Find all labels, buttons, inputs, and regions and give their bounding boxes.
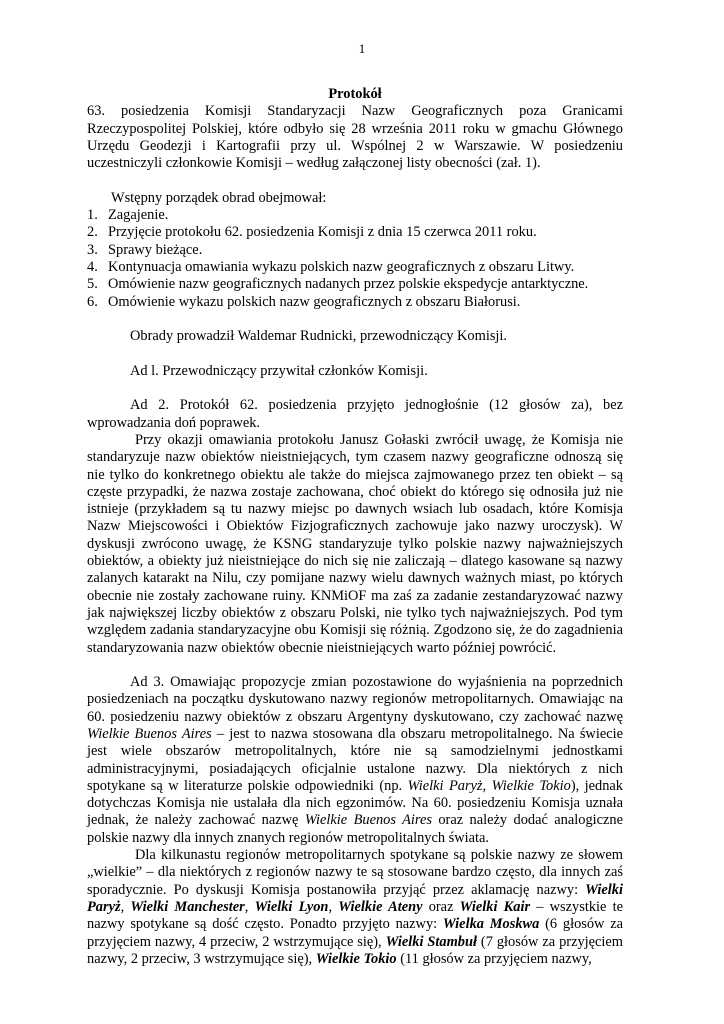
ad3-paragraph: Ad 3. Omawiając propozycje zmian pozostawione do wyjaśnienia na poprzednich posiedzeniach na początku dyskutowano nazwy regionów metropolitarnych. Omawiając na 60. posiedzeniu nazwy obiektów z obszaru Argentyny dyskutowano, czy zachować nazwę Wielkie Buenos Aires – jest to nazwa stosowana dla obszaru metropolitalnego. Na świecie jest wiele obszarów metropolitalnych, które nie są samodzielnymi jednostkami administracyjnymi, posiadających oficjalnie ustalone nazwy. Dla niektórych z nich spotykane są w literaturze polskie odpowiedniki (np. Wielki Paryż, Wielkie Tokio), jednak dotychczas Komisja nie ustalała dla nich egzonimów. Na 60. posiedzeniu Komisja uznała jednak, że należy zachować nazwę Wielkie Buenos Aires oraz należy dodać analogiczne polskie nazwy dla innych znanych regionów metropolitalnych świata.: [87, 674, 623, 846]
agenda-item-text: Zagajenie.: [108, 207, 169, 224]
agenda-item: [87, 294, 623, 311]
region-name: Wielki Paryż: [407, 777, 483, 794]
adopted-name: Wielki Manchester: [130, 898, 245, 915]
intro-paragraph: 63. posiedzenia Komisji Standaryzacji Nazw Geograficznych poza Granicami Rzeczypospolitej Polskiej, które odbyło się 28 września 2011 roku w gmachu Głównego Urzędu Geodezji i Kartografii przy ul. Wspólnej 2 w Warszawie. W posiedzeniu uczestniczyli członkowie Komisji – według załączonej listy obecności (zał. 1).: [87, 103, 623, 172]
agenda-item: [87, 242, 623, 259]
region-name: Wielkie Tokio: [491, 777, 571, 794]
agenda-item-number: 6.: [87, 293, 98, 310]
agenda-item-text: Omówienie nazw geograficznych nadanych przez polskie ekspedycje antarktyczne.: [108, 276, 589, 293]
adopted-name: Wielkie Tokio: [315, 950, 397, 967]
document-body: [87, 86, 623, 968]
ad3-decision-paragraph: Dla kilkunastu regionów metropolitarnych spotykane są polskie nazwy ze słowem „wielkie” – dla niektórych z regionów nazwy te są stosowane bardzo często, dla innych zaś sporadycznie. Po dyskusji Komisja postanowiła przyjąć przez aklamację nazwy: Wielki Paryż, Wielki Manchester, Wielki Lyon, Wielkie Ateny oraz Wielki Kair – wszystkie te nazwy spotykane są dość często. Ponadto przyjęto nazwy: Wielka Moskwa (6 głosów za przyjęciem nazwy, 4 przeciw, 2 wstrzymujące się), Wielki Stambuł (7 głosów za przyjęciem nazwy, 2 przeciw, 3 wstrzymujące się), Wielkie Tokio (11 głosów za przyjęciem nazwy,: [87, 847, 624, 967]
chair-paragraph: Obrady prowadził Waldemar Rudnicki, przewodniczący Komisji.: [130, 328, 508, 345]
page-number: 1: [358, 41, 366, 56]
agenda-item-number: 2.: [87, 224, 98, 241]
agenda-item: [87, 259, 623, 276]
agenda-item-number: 3.: [87, 241, 98, 258]
agenda-intro: Wstępny porządek obrad obejmował:: [111, 189, 327, 206]
adopted-name: Wielki Kair: [459, 898, 531, 915]
ad2-discussion-paragraph: Przy okazji omawiania protokołu Janusz Gołaski zwrócił uwagę, że Komisja nie standaryzuje nazw obiektów nieistniejących, tym czasem nazwy geograficzne odnoszą się nie tylko do konkretnego obiektu ale także do miejsca zajmowanego przez ten obiekt – są częste przypadki, że nazwa zostaje zachowana, choć obiekt do którego się odnosiła już nie istnieje (przykładem są tu nazwy miejsc po dawnych wsiach lub osadach, które Komisja Nazw Miejscowości i Obiektów Fizjograficznych zachowuje jako nazwy uroczysk). W dyskusji zwrócono uwagę, że KSNG standaryzuje tylko polskie nazwy najważniejszych obiektów, a obiekty już nieistniejące do nich się nie zaliczają – dlatego kasowane są nazwy zalanych katarakt na Nilu, czy pomijane nazwy wielu dawnych ważnych miast, po których obecnie nie zostały zachowane ruiny. KNMiOF ma zaś za zadanie zestandaryzować nazwy jak największej liczby obiektów z obszaru Polski, nie tylko tych najważniejszych. Pod tym względem zadania standaryzacyjne obu Komisji się różnią. Zgodzono się, że do zagadnienia standaryzowania nazw obiektów obecnie nieistniejących warto później powrócić.: [87, 431, 623, 656]
agenda-item-text: Przyjęcie protokołu 62. posiedzenia Komisji z dnia 15 czerwca 2011 roku.: [108, 224, 537, 241]
agenda-item-number: 5.: [87, 276, 98, 293]
adopted-name: Wielki Paryż: [87, 881, 623, 915]
ad1-paragraph: Ad l. Przewodniczący przywitał członków Komisji.: [130, 362, 428, 379]
agenda-item-number: 4.: [87, 258, 98, 275]
ad2-paragraph: Ad 2. Protokół 62. posiedzenia przyjęto jednogłośnie (12 głosów za), bez wprowadzania doń poprawek.: [87, 397, 623, 431]
agenda-item: [87, 276, 623, 293]
region-name: Wielkie Buenos Aires: [304, 812, 432, 829]
agenda-item-text: Sprawy bieżące.: [108, 241, 203, 258]
document-title: Protokół: [328, 86, 382, 102]
adopted-name: Wielkie Ateny: [338, 898, 423, 915]
agenda-item-text: Omówienie wykazu polskich nazw geograficznych z obszaru Białorusi.: [108, 293, 521, 310]
adopted-name: Wielki Stambuł: [385, 933, 477, 950]
agenda-item-number: 1.: [87, 207, 98, 224]
region-name: Wielkie Buenos Aires: [87, 725, 212, 742]
agenda-list: [87, 207, 623, 311]
agenda-item-text: Kontynuacja omawiania wykazu polskich nazw geograficznych z obszaru Litwy.: [108, 258, 575, 275]
agenda-item: [87, 224, 623, 241]
adopted-name: Wielka Moskwa: [442, 916, 540, 933]
adopted-name: Wielki Lyon: [254, 898, 329, 915]
agenda-item: [87, 207, 623, 224]
